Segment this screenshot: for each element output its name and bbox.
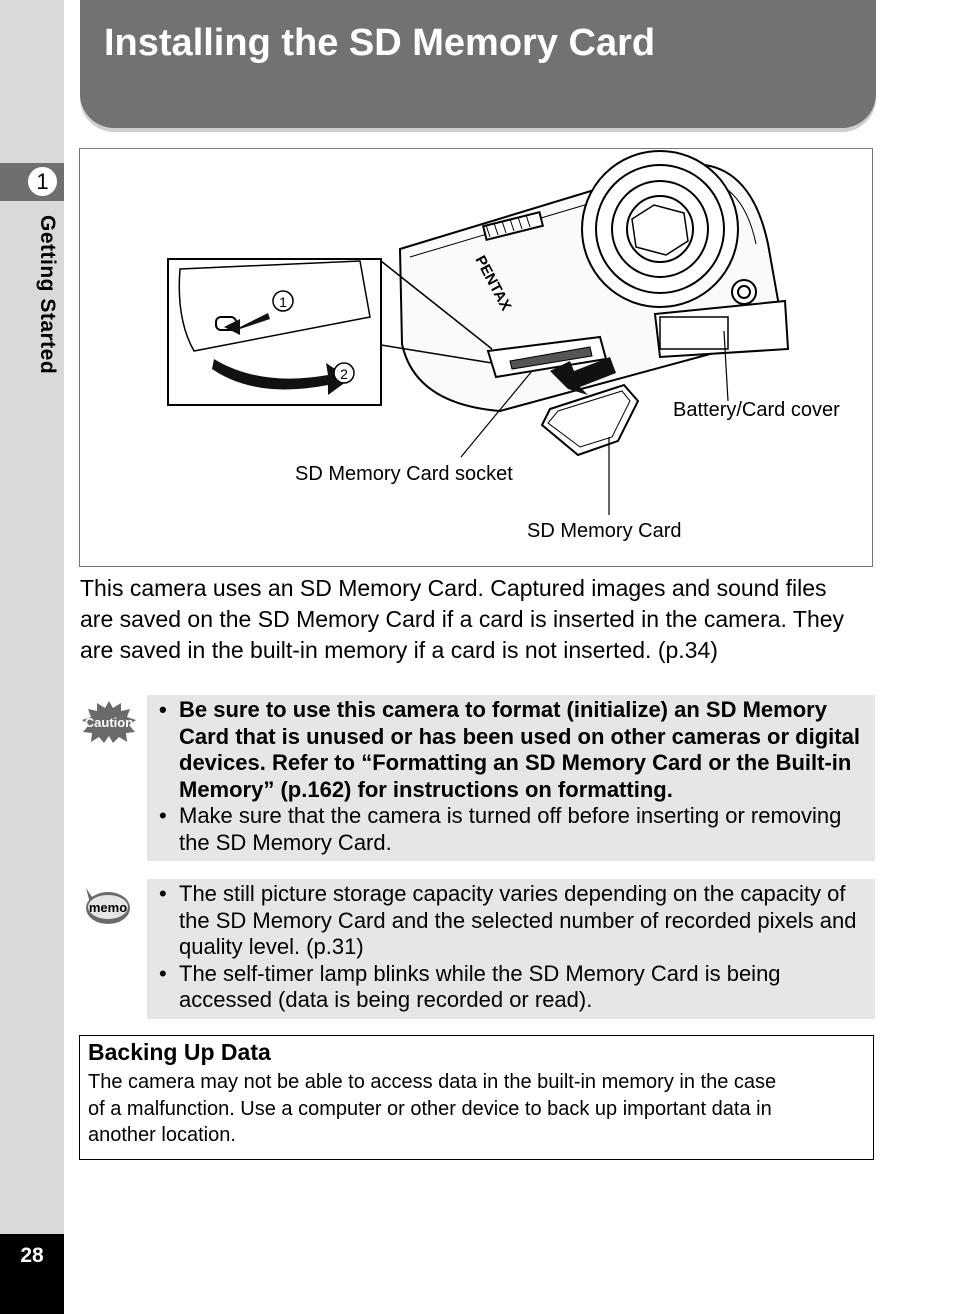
intro-line: are saved in the built-in memory if a card is not inserted. (p.34) bbox=[80, 637, 718, 663]
memo-panel bbox=[147, 879, 875, 1019]
memo-icon-label: memo bbox=[88, 900, 128, 915]
callout-sd-card-socket: SD Memory Card socket bbox=[295, 463, 513, 485]
caution-item: • Make sure that the camera is turned off before inserting or removing the SD Memory Card. bbox=[147, 803, 875, 856]
inset-step-1-label: 1 bbox=[279, 294, 287, 310]
memo-icon bbox=[80, 884, 132, 928]
backup-line: another location. bbox=[88, 1124, 236, 1146]
caution-icon-label: Caution bbox=[84, 715, 134, 730]
chapter-number: 1 bbox=[26, 165, 59, 198]
chapter-title: Getting Started bbox=[36, 215, 59, 375]
intro-paragraph bbox=[80, 573, 880, 666]
page-title: Installing the SD Memory Card bbox=[104, 22, 656, 64]
intro-line: This camera uses an SD Memory Card. Captured images and sound files bbox=[80, 575, 827, 601]
camera-illustration bbox=[79, 148, 873, 567]
inset-step-2-label: 2 bbox=[340, 366, 348, 382]
callout-sd-memory-card: SD Memory Card bbox=[527, 520, 682, 542]
caution-icon bbox=[80, 700, 138, 744]
brand-mark: PENTAX bbox=[471, 252, 515, 314]
memo-item: • The self-timer lamp blinks while the SD Memory Card is being accessed (data is being recorded or read). bbox=[147, 961, 875, 1014]
backup-body bbox=[88, 1069, 868, 1149]
caution-item: • Be sure to use this camera to format (initialize) an SD Memory Card that is unused or has been used on other cameras or digital devices. Refer to “Formatting an SD Memory Card or the Built-in Memory” (p.162) for instructions on formatting. bbox=[147, 697, 875, 803]
caution-panel bbox=[147, 695, 875, 861]
page-number: 28 bbox=[20, 1244, 44, 1267]
backup-title: Backing Up Data bbox=[88, 1039, 271, 1065]
backup-line: The camera may not be able to access data in the built-in memory in the case bbox=[88, 1071, 777, 1093]
callout-battery-card-cover: Battery/Card cover bbox=[673, 399, 840, 421]
camera-drawing bbox=[80, 149, 874, 568]
memo-item: • The still picture storage capacity varies depending on the capacity of the SD Memory Card and the selected number of recorded pixels and quality level. (p.31) bbox=[147, 881, 875, 961]
backup-line: of a malfunction. Use a computer or other device to back up important data in bbox=[88, 1097, 772, 1120]
intro-line: are saved on the SD Memory Card if a card is inserted in the camera. They bbox=[80, 606, 845, 632]
backup-data-box bbox=[79, 1035, 874, 1160]
